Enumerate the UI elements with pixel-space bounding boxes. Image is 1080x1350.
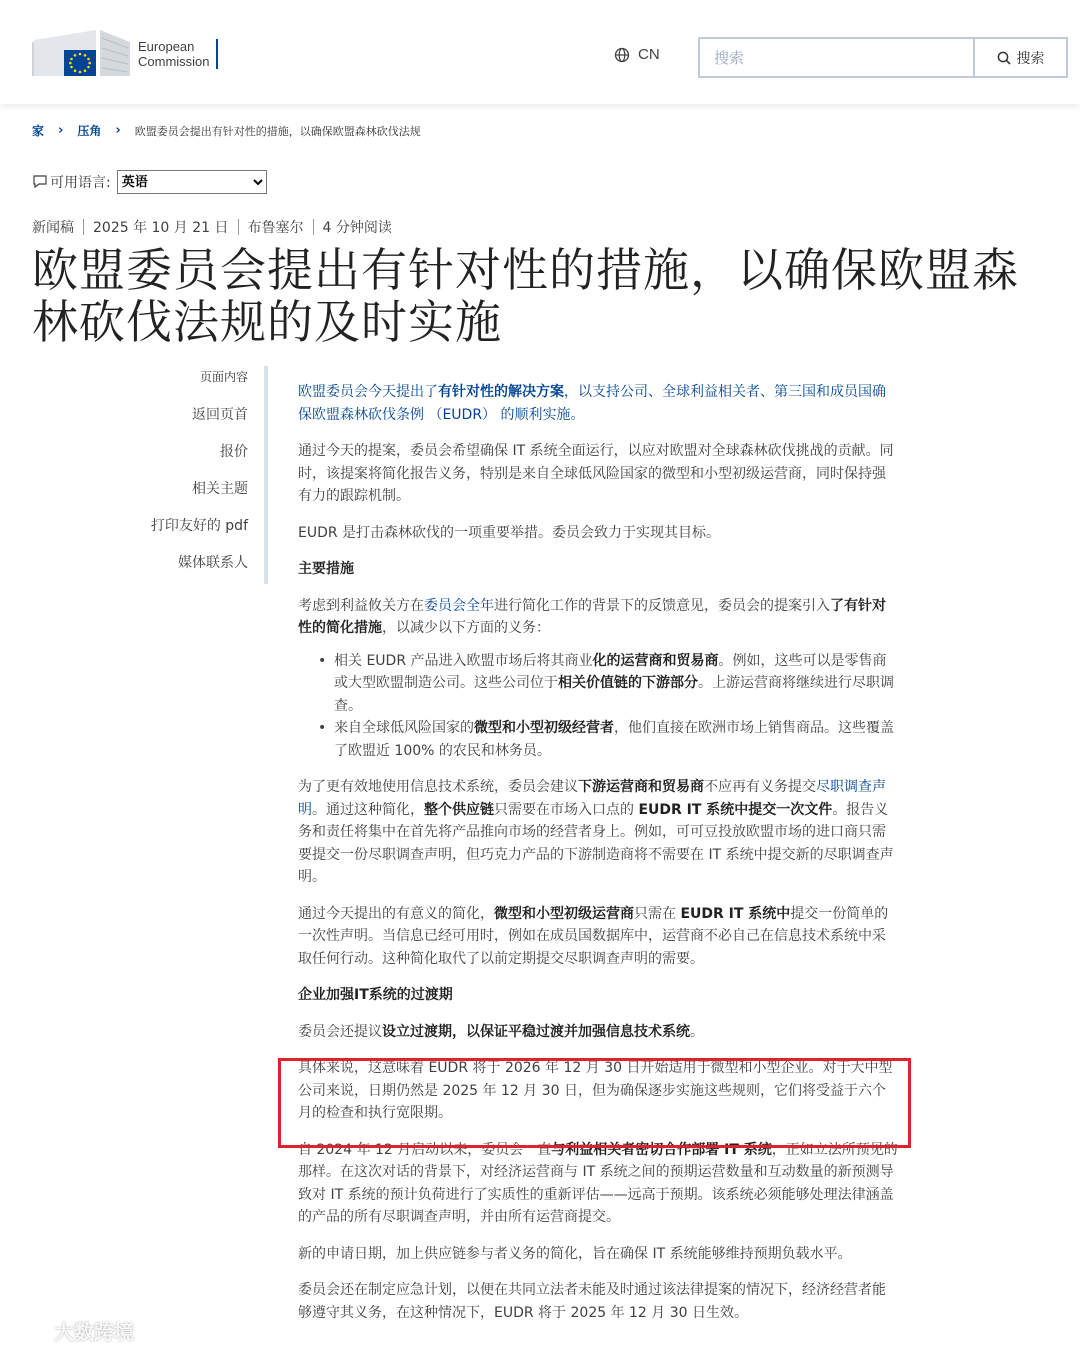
meta-divider xyxy=(83,219,84,235)
page-contents-nav xyxy=(130,366,268,584)
text-run: 。通过这种简化， xyxy=(312,801,424,818)
watermark-text: 大数跨境 xyxy=(54,1320,134,1344)
text-run: 。例如，这些可以是零售商或大型欧盟制造公司。这些公司位于 xyxy=(334,652,887,691)
breadcrumb-current: 欧盟委员会提出有针对性的措施，以确保欧盟森林砍伐法规 xyxy=(134,124,421,138)
text-run: ，以减少以下方面的义务： xyxy=(382,620,550,636)
paragraph-intro xyxy=(298,381,898,426)
text-run: 只需在 xyxy=(634,905,681,922)
search-icon xyxy=(997,51,1011,65)
paragraph-it-system xyxy=(298,776,898,889)
list-item xyxy=(318,717,898,762)
language-switcher[interactable] xyxy=(614,46,660,63)
breadcrumb-home[interactable]: 家 xyxy=(32,124,45,138)
text-run-bold: 化的运营商和贸易商 xyxy=(592,652,719,669)
text-run: 相关 EUDR 产品进入欧盟市场后将其商业 xyxy=(334,652,593,669)
text-run-bold: 与利益相关者密切合作部署 IT 系统 xyxy=(551,1141,772,1158)
eudr-link[interactable]: ，以支持公司、全球利益相关者、第三国和成员国确保欧盟森林砍伐条例 （EUDR） 的顺利实施。 xyxy=(298,384,886,423)
speech-bubble-icon xyxy=(32,174,50,190)
text-run: 自 2024 年 12 月启动以来，委员会一直 xyxy=(298,1141,552,1158)
commission-year-link[interactable]: 委员会全年 xyxy=(424,597,494,614)
paragraph-application-dates: 具体来说，这意味着 EUDR 将于 2026 年 12 月 30 日开始适用于微型和小型企业。对于大中型公司来说，日期仍然是 2025 年 12 月 30 日，但为确保逐步实施这些规则，它们将受益于六个月的检查和执行宽限期。 xyxy=(298,1060,893,1121)
logo-line-2: Commission xyxy=(138,54,210,69)
heading-main-measures: 主要措施 xyxy=(298,561,354,577)
paragraph-feedback xyxy=(298,595,898,640)
toc-item-back-to-top[interactable]: 返回页首 xyxy=(192,407,248,423)
text-run: ，正如立法所预见的那样。在这次对话的背景下，对经济运营商与 IT 系统之间的预期运营数量和互动数量的新预测导致对 IT 系统的预计负荷进行了实质性的重新评估——远高于预期。该系统必须能够处理法律涵盖的产品的所有尽职调查声明，并由所有运营商提交。 xyxy=(298,1141,898,1225)
text-run-bold: 下游运营商和贸易商 xyxy=(578,779,704,795)
text-run: 欧盟委员会今天提出了 xyxy=(298,384,438,400)
chevron-right-icon: › xyxy=(58,123,64,138)
eu-flag-icon xyxy=(30,28,134,80)
text-run-bold: 设立过渡期，以保证平稳过渡并加强信息技术系统 xyxy=(382,1023,690,1040)
search-button[interactable] xyxy=(975,39,1066,76)
toc-item-print-pdf[interactable]: 打印友好的 pdf xyxy=(150,518,248,534)
due-diligence-link[interactable]: 尽职调查声明 xyxy=(298,779,886,818)
text-run: 。报告义务和责任将集中在首先将产品推向市场的经营者身上。例如，可可豆投放欧盟市场的进口商只需要提交一份尽职调查声明，但巧克力产品的下游制造商将不需要在 IT 系统中提交新的尽职调查声明。 xyxy=(298,801,894,885)
paragraph-eudr-importance: EUDR 是打击森林砍伐的一项重要举措。委员会致力于实现其目标。 xyxy=(298,524,721,541)
logo-divider xyxy=(216,39,218,69)
text-run: 进行简化工作的背景下的反馈意见，委员会的提案引入 xyxy=(494,597,830,614)
list-item xyxy=(318,650,898,718)
language-code: CN xyxy=(638,46,660,63)
watermark xyxy=(10,1316,134,1345)
search-button-label: 搜索 xyxy=(1016,50,1045,67)
text-run-bold: 了有针对性的简化措施 xyxy=(298,597,886,636)
toc-heading: 页面内容 xyxy=(199,370,248,384)
article-date: 2025 年 10 月 21 日 xyxy=(93,220,229,236)
meta-divider xyxy=(313,219,314,235)
article-location: 布鲁塞尔 xyxy=(247,220,304,236)
paragraph-proposal: 通过今天的提案，委员会希望确保 IT 系统全面运行，以应对欧盟对全球森林砍伐挑战的贡献。同时，该提案将简化报告义务，特别是来自全球低风险国家的微型和小型初级运营商，同时保持强有力的跟踪机制。 xyxy=(298,443,894,504)
logo-line-1: European xyxy=(138,39,195,54)
text-run-bold: 微型和小型初级运营商 xyxy=(494,905,634,922)
search-input[interactable] xyxy=(700,39,975,76)
text-run: 考虑到利益攸关方在 xyxy=(298,597,424,614)
search-form xyxy=(698,37,1068,78)
article-meta xyxy=(32,217,392,237)
breadcrumb xyxy=(32,122,421,139)
text-run: 委员会还提议 xyxy=(298,1023,382,1040)
text-run: 。 xyxy=(690,1023,704,1040)
site-header xyxy=(0,0,1080,104)
text-run: 为了更有效地使用信息技术系统，委员会建议 xyxy=(298,779,578,795)
text-run: 提交一份简单的一次性声明。当信息已经可用时，例如在成员国数据库中，运营商不必自己在信息技术系统中采取任何行动。这种简化取代了以前定期提交尽职调查声明的需要。 xyxy=(298,905,889,967)
text-run: ，他们直接在欧洲市场上销售商品。这些覆盖了欧盟近 100% 的农民和林务员。 xyxy=(334,720,894,759)
breadcrumb-press[interactable]: 压角 xyxy=(77,124,102,138)
toc-item-media-contacts[interactable]: 媒体联系人 xyxy=(178,555,248,571)
text-run: 不应再有义务提交 xyxy=(704,779,816,795)
highlight-box xyxy=(278,1058,911,1148)
text-run: 。上游运营商将继续进行尽职调查。 xyxy=(334,675,894,714)
heading-transition-period: 企业加强IT系统的过渡期 xyxy=(298,987,453,1003)
language-select[interactable] xyxy=(117,170,267,194)
obligations-list xyxy=(318,650,898,763)
article-body xyxy=(298,381,898,1338)
watermark-logo-icon xyxy=(10,1318,50,1344)
targeted-solutions-link[interactable]: 有针对性的解决方案 xyxy=(438,384,564,400)
text-run-bold: 微型和小型初级经营者 xyxy=(474,720,614,736)
text-run: 通过今天提出的有意义的简化， xyxy=(298,905,494,922)
text-run-bold: 整个供应链 xyxy=(424,801,494,818)
globe-icon xyxy=(614,47,630,63)
text-run-bold: EUDR IT 系统中提交一次文件 xyxy=(638,801,833,818)
text-run-bold: 相关价值链的下游部分 xyxy=(558,675,698,691)
paragraph-contingency: 委员会还在制定应急计划，以便在共同立法者未能及时通过该法律提案的情况下，经济经营者能够遵守其义务，在这种情况下，EUDR 将于 2025 年 12 月 30 日生效。 xyxy=(298,1282,886,1321)
toc-item-quotes[interactable]: 报价 xyxy=(220,444,248,460)
logo-text xyxy=(138,39,210,69)
article-read-time: 4 分钟阅读 xyxy=(322,220,392,236)
article-type: 新闻稿 xyxy=(32,220,74,236)
page-title: 欧盟委员会提出有针对性的措施，以确保欧盟森林砍伐法规的及时实施 xyxy=(32,243,1019,349)
paragraph-load-level: 新的申请日期，加上供应链参与者义务的简化，旨在确保 IT 系统能够维持预期负载水平。 xyxy=(298,1245,852,1262)
text-run: 来自全球低风险国家的 xyxy=(334,720,474,736)
paragraph-it-deployment xyxy=(298,1139,898,1229)
available-languages-label: 可用语言: xyxy=(50,175,111,191)
available-languages xyxy=(32,170,267,194)
text-run: 只需要在市场入口点的 xyxy=(494,801,639,818)
text-run-bold: EUDR IT 系统中 xyxy=(680,905,791,922)
paragraph-transition-proposal xyxy=(298,1021,898,1044)
toc-item-related-topics[interactable]: 相关主题 xyxy=(192,481,248,497)
chevron-right-icon: › xyxy=(115,123,121,138)
meta-divider xyxy=(238,219,239,235)
paragraph-micro-operators xyxy=(298,903,898,971)
european-commission-logo[interactable] xyxy=(30,28,218,80)
